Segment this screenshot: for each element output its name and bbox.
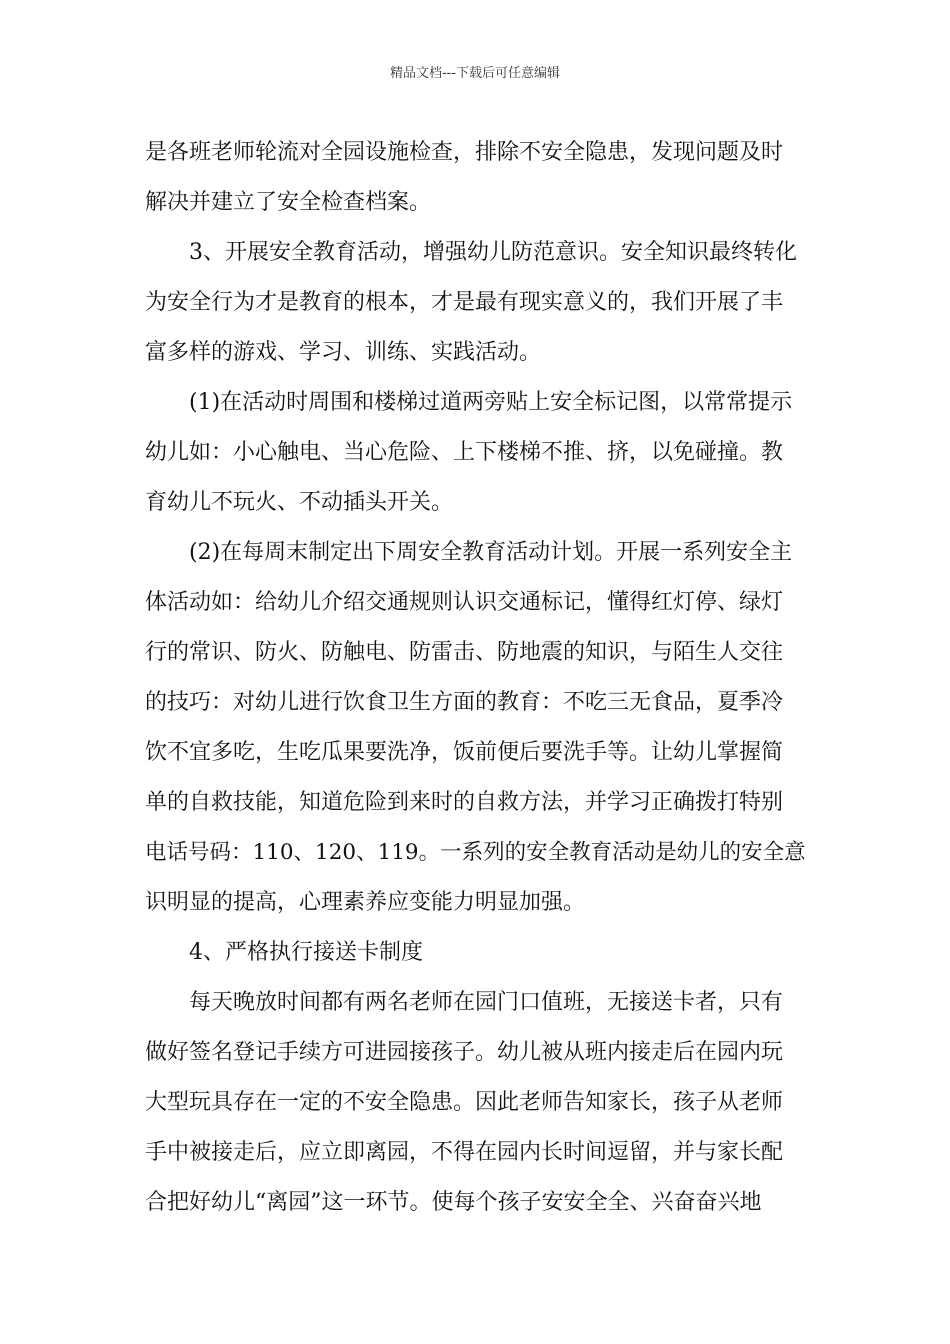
page-header: 精品文档---下载后可任意编辑 xyxy=(389,66,561,81)
text-line: (1)在活动时周围和楼梯过道两旁贴上安全标记图，以常常提示 xyxy=(189,390,793,415)
text-line: 手中被接走后，应立即离园，不得在园内长时间逗留，并与家长配 xyxy=(145,1140,784,1165)
text-line: 行的常识、防火、防触电、防雷击、防地震的知识，与陌生人交往 xyxy=(145,640,784,665)
text-line: 电话号码：110、120、119。一系列的安全教育活动是幼儿的安全意 xyxy=(145,840,806,865)
text-line: 解决并建立了安全检查档案。 xyxy=(145,190,432,215)
text-line: 的技巧：对幼儿进行饮食卫生方面的教育：不吃三无食品，夏季冷 xyxy=(145,690,784,715)
text-line: 识明显的提高，心理素养应变能力明显加强。 xyxy=(145,890,586,915)
body-text xyxy=(145,128,807,1228)
text-line: 富多样的游戏、学习、训练、实践活动。 xyxy=(145,340,542,365)
text-line: 4、严格执行接送卡制度 xyxy=(189,940,423,965)
text-line: 育幼儿不玩火、不动插头开关。 xyxy=(145,490,454,515)
text-line: 做好签名登记手续方可进园接孩子。幼儿被从班内接走后在园内玩 xyxy=(145,1040,784,1065)
text-line: 饮不宜多吃，生吃瓜果要洗净，饭前便后要洗手等。让幼儿掌握简 xyxy=(145,740,784,765)
text-line: 合把好幼儿“离园”这一环节。使每个孩子安安全全、兴奋奋兴地 xyxy=(145,1190,762,1215)
text-line: 大型玩具存在一定的不安全隐患。因此老师告知家长，孩子从老师 xyxy=(145,1090,784,1115)
text-line: 是各班老师轮流对全园设施检查，排除不安全隐患，发现问题及时 xyxy=(145,140,784,165)
text-line: (2)在每周末制定出下周安全教育活动计划。开展一系列安全主 xyxy=(189,540,793,565)
text-line: 幼儿如：小心触电、当心危险、上下楼梯不推、挤，以免碰撞。教 xyxy=(145,440,784,465)
text-line: 体活动如：给幼儿介绍交通规则认识交通标记，懂得红灯停、绿灯 xyxy=(145,590,784,615)
text-line: 为安全行为才是教育的根本，才是最有现实意义的，我们开展了丰 xyxy=(145,290,784,315)
text-line: 每天晚放时间都有两名老师在园门口值班，无接送卡者，只有 xyxy=(189,990,784,1015)
text-line: 单的自救技能，知道危险到来时的自救方法，并学习正确拨打特别 xyxy=(145,790,784,815)
text-line: 3、开展安全教育活动，增强幼儿防范意识。安全知识最终转化 xyxy=(189,240,797,265)
